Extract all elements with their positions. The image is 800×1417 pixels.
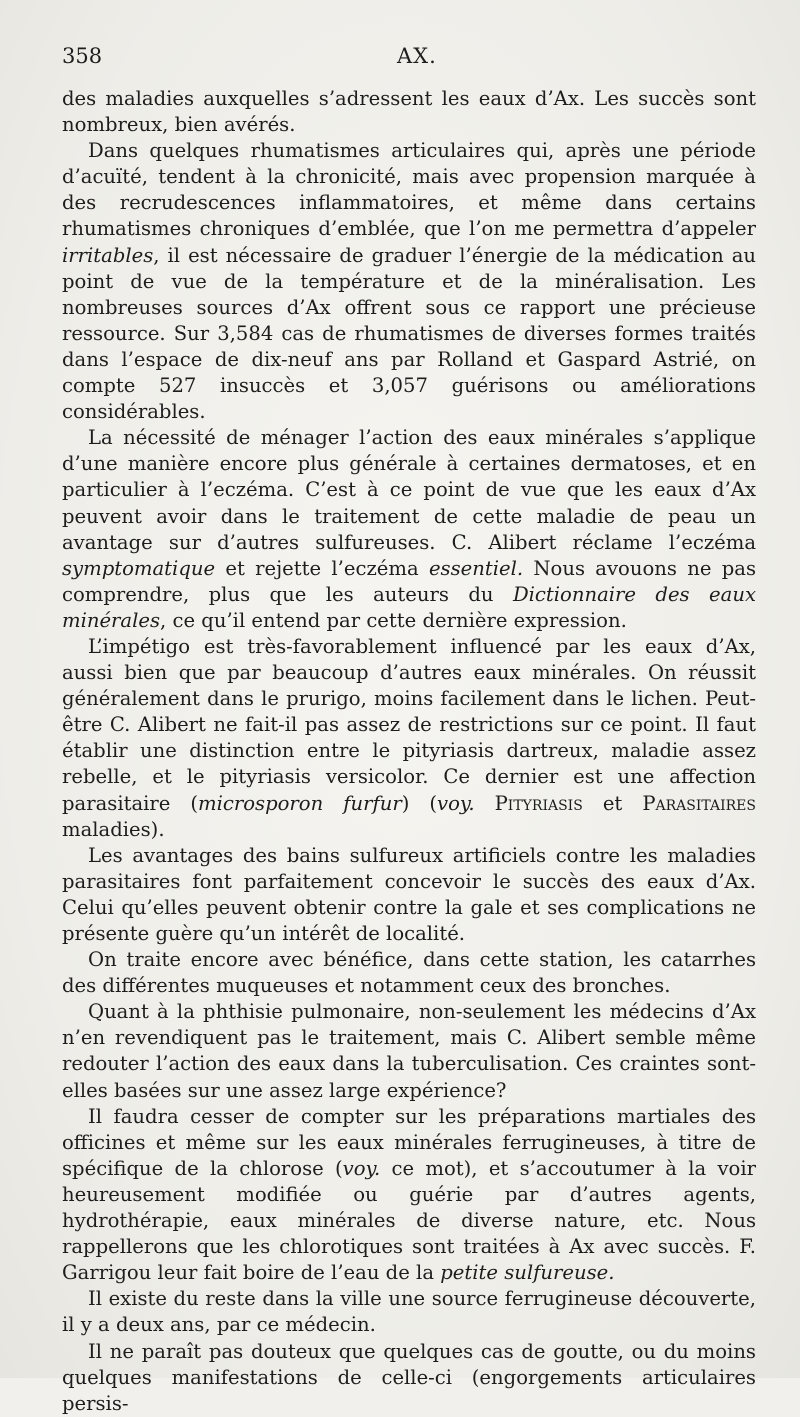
cross-reference-pityriasis: Pityriasis [494, 791, 583, 815]
paragraph: L’impétigo est très-favorablement influencé par les eaux d’Ax, aussi bien que par beaucoup d’autres eaux minérales. On réussit généralement dans le prurigo, moins facilement dans le lichen. Peut-être C. Alibert ne fait-il pas assez de restrictions sur ce point. Il faut établir une distinction entre le pityriasis dartreux, maladie assez rebelle, et le pityriasis versicolor. Ce dernier est une affection parasitaire (microsporon furfur) (voy. Pityriasis et Parasitaires maladies). [62, 634, 756, 841]
emphasis-petite-sulfureuse: petite sulfureuse. [440, 1261, 615, 1285]
running-title: AX. [397, 44, 437, 68]
cross-reference-parasitaires: Parasitaires [642, 791, 756, 815]
paragraph: Il existe du reste dans la ville une source ferrugineuse découverte, il y a deux ans, par ce médecin. [62, 1287, 756, 1337]
emphasis-voy: voy. [342, 1156, 381, 1180]
paragraph: des maladies auxquelles s’adressent les eaux d’Ax. Les succès sont nombreux, bien avérés. [62, 87, 756, 137]
page-header [62, 44, 760, 74]
paragraph: Les avantages des bains sulfureux artificiels contre les maladies parasitaires font parfaitement concevoir le succès des eaux d’Ax. Celui qu’elles peuvent obtenir contre la gale et ses complications ne présente guère qu’un intérêt de localité. [62, 843, 756, 945]
emphasis-essentiel: essentiel. [428, 556, 524, 580]
emphasis-symptomatique: symptomatique [62, 556, 216, 580]
emphasis-irritables: irritables [62, 243, 154, 267]
emphasis-voy: voy. [437, 791, 475, 815]
paragraph: Il ne paraît pas douteux que quelques cas de goutte, ou du moins quelques manifestations de celle-ci (engorgements articulaires persis- [62, 1339, 756, 1415]
page-number: 358 [62, 44, 103, 68]
paragraph: La nécessité de ménager l’action des eaux minérales s’applique d’une manière encore plus générale à certaines dermatoses, et en particulier à l’eczéma. C’est à ce point de vue que les eaux d’Ax peuvent avoir dans le traitement de cette maladie de peau un avantage sur d’autres sulfureuses. C. Alibert réclame l’eczéma symptomatique et rejette l’eczéma essentiel. Nous avouons ne pas comprendre, plus que les auteurs du Dictionnaire des eaux minérales, ce qu’il entend par cette dernière expression. [62, 426, 756, 632]
page-body-text [62, 86, 756, 1417]
emphasis-dictionnaire-title: Dictionnaire des eaux minérales [62, 582, 756, 632]
paragraph: Quant à la phthisie pulmonaire, non-seulement les médecins d’Ax n’en revendiquent pas le traitement, mais C. Alibert semble même redouter l’action des eaux dans la tuberculisation. Ces craintes sont-elles basées sur une assez large expérience? [62, 1000, 756, 1102]
paragraph: Il faudra cesser de compter sur les préparations martiales des officines et même sur les eaux minérales ferrugineuses, à titre de spécifique de la chlorose (voy. ce mot), et s’accoutumer à la voir heureusement modifiée ou guérie par d’autres agents, hydrothérapie, eaux minérales de diverse nature, etc. Nous rappellerons que les chlorotiques sont traitées à Ax avec succès. F. Garrigou leur fait boire de l’eau de la petite sulfureuse. [62, 1104, 756, 1285]
paragraph: Dans quelques rhumatismes articulaires qui, après une période d’acuïté, tendent à la chronicité, mais avec propension marquée à des recrudescences inflammatoires, et même dans certains rhumatismes chroniques d’emblée, que l’on me permettra d’appeler irritables, il est nécessaire de graduer l’énergie de la médication au point de vue de la température et de la minéralisation. Les nombreuses sources d’Ax offrent sous ce rapport une précieuse ressource. Sur 3,584 cas de rhumatismes de diverses formes traités dans l’espace de dix-neuf ans par Rolland et Gaspard Astrié, on compte 527 insuccès et 3,057 guérisons ou améliorations considérables. [62, 139, 756, 424]
paragraph: On traite encore avec bénéfice, dans cette station, les catarrhes des différentes muqueuses et notamment ceux des bronches. [62, 948, 756, 998]
emphasis-microsporon: microsporon furfur [198, 791, 402, 815]
